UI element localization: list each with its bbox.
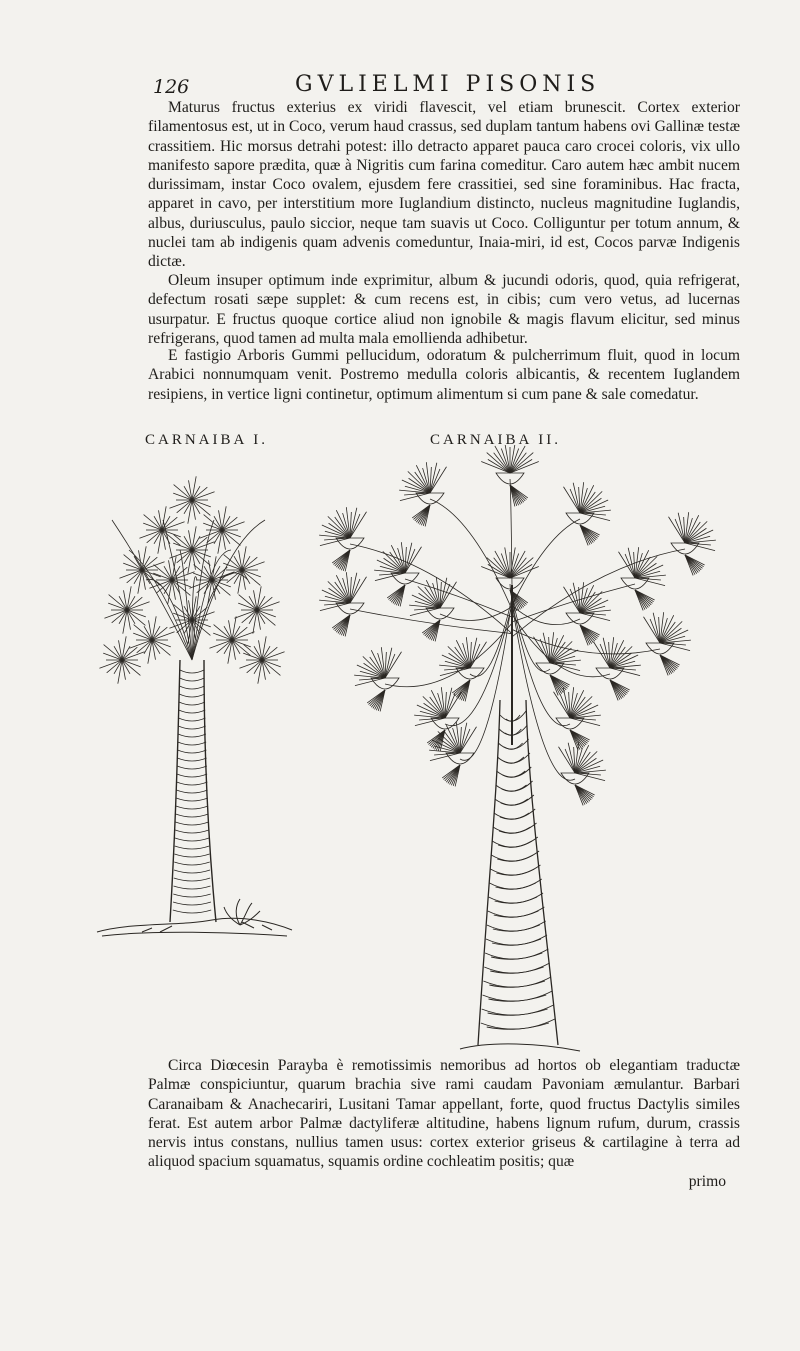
carnaiba-1-illustration — [92, 460, 302, 950]
paragraph-text: Oleum insuper optimum inde exprimitur, album & jucundi odoris, quod, quia refrigerat, defectum rosati sæpe supplet: & cum recens est, in cibis; cum vero vetus, ad lucernas usurpatur. E fructus quoque cortice aliud non ignobile & magis flavum elicitur, sed minus refrigerans, quod tamen ad multa mala emollienda adhibetur. — [148, 272, 740, 347]
running-head: GVLIELMI PISONIS — [295, 72, 601, 97]
paragraph-fruit — [148, 98, 740, 272]
paragraph-text: Maturus fructus exterius ex viridi flavescit, vel etiam brunescit. Cortex exterior filamentosus est, ut in Coco, verum haud crassus, sed duplam tantum habens ovi Gallinæ testæ crassitiem. Hic morsus detrahi potest: illo detracto apparet pauca caro crocei coloris, vix ullo manifesto sapore prædita, quæ à Nigritis cum farina comeditur. Caro autem hæc ambit nucem durissimam, instar Coco ovalem, ejusdem fere crassitiei, sed sine foraminibus. Hac fracta, apparet in cavo, per interstitium more Iuglandium distincto, nucleus magnitudine Iuglandis, albus, duriusculus, paulo siccior, neque tam suavis ut Coco. Colliguntur per totum annum, & nuclei tam ab indigenis quam advenis comeduntur, Inaia-miri, id est, Cocos parvæ Indigenis dictæ. — [148, 99, 740, 271]
page-number: 126 — [153, 76, 190, 98]
figure-caption-carnaiba-1: CARNAIBA I. — [145, 432, 269, 448]
paragraph-carnaiba-description — [148, 1056, 740, 1172]
page-header — [145, 70, 745, 100]
catchword: primo — [688, 1173, 726, 1190]
paragraph-oil — [148, 271, 740, 348]
carnaiba-2-illustration — [310, 445, 730, 1055]
paragraph-text: Circa Diœcesin Parayba è remotissimis nemoribus ad hortos ob elegantiam traductæ Palmæ conspiciuntur, quarum brachia sive rami caudam Pavoniam æmulantur. Barbari Caranaibam & Anachecariri, Lusitani Tamar appellant, forte, quod fructus Dactylis similes ferat. Est autem arbor Palmæ dactyliferæ altitudine, habens lignum rufum, durum, crassis nervis intus constans, nullius tamen usus: cortex exterior griseus & cartilagine à terra ad aliquod spacium squamatus, squamis ordine cochleatim positis; quæ — [148, 1057, 740, 1171]
paragraph-text: E fastigio Arboris Gummi pellucidum, odoratum & pulcherrimum fluit, quod in locum Arabici nonnumquam venit. Postremo medulla coloris albicantis, & recentem Iuglandem resipiens, in vertice ligni continetur, optimum alimentum si cum pane & sale comedatur. — [148, 347, 740, 403]
figure-caption-carnaiba-2: CARNAIBA II. — [430, 432, 562, 448]
paragraph-gum — [148, 346, 740, 404]
